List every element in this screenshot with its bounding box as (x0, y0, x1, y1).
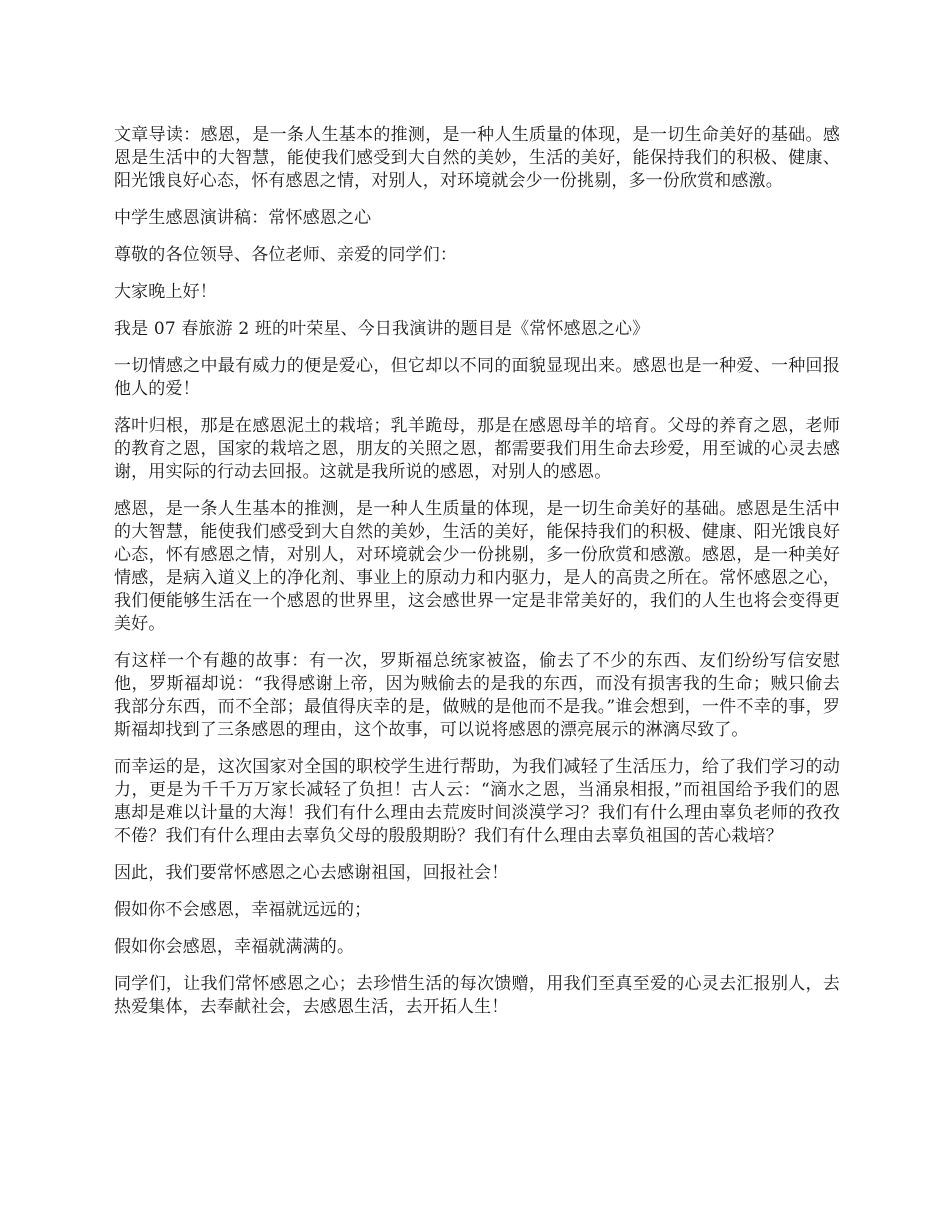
body-paragraph: 感恩，是一条人生基本的推测，是一种人生质量的体现，是一切生命美好的基础。感恩是生活中的大智慧，能使我们感受到大自然的美妙，生活的美好，能保持我们的积极、健康、阳光饿良好心态，怀有感恩之情，对别人，对环境就会少一份挑剔，多一份欣赏和感激。感恩，是一种美好情感，是病入道义上的净化剂、事业上的原动力和内驱力，是人的高贵之所在。常怀感恩之心，我们便能够生活在一个感恩的世界里，这会感世界一定是非常美好的，我们的人生也将会变得更美好。 (114, 499, 840, 634)
body-paragraph: 假如你会感恩，幸福就满满的。 (114, 937, 355, 957)
body-paragraph: 假如你不会感恩，幸福就远远的； (114, 900, 372, 920)
speech-title: 中学生感恩演讲稿：常怀感恩之心 (114, 208, 372, 228)
speaker-intro: 我是 07 春旅游 2 班的叶荣星、今日我演讲的题目是《常怀感恩之心》 (114, 319, 650, 339)
closing-paragraph: 同学们，让我们常怀感恩之心；去珍惜生活的每次馈赠，用我们至真至爱的心灵去汇报别人，去热爱集体，去奉献社会，去感恩生活，去开拓人生！ (114, 974, 840, 1017)
body-paragraph: 有这样一个有趣的故事：有一次，罗斯福总统家被盗，偷去了不少的东西、友们纷纷写信安慰他，罗斯福却说：“我得感谢上帝，因为贼偷去的是我的东西，而没有损害我的生命；贼只偷去我部分东西，而不全部；最值得庆幸的是，做贼的是他而不是我。”谁会想到，一件不幸的事，罗斯福却找到了三条感恩的理由，这个故事，可以说将感恩的漂亮展示的淋漓尽致了。 (114, 651, 840, 740)
salutation: 尊敬的各位领导、各位老师、亲爱的同学们： (114, 245, 457, 265)
body-paragraph: 落叶归根，那是在感恩泥土的栽培；乳羊跪母，那是在感恩母羊的培育。父母的养育之恩，老师的教育之恩，国家的栽培之恩，朋友的关照之恩，都需要我们用生命去珍爱，用至诚的心灵去感谢，用实际的行动去回报。这就是我所说的感恩，对别人的感恩。 (114, 416, 840, 482)
body-paragraph: 一切情感之中最有威力的便是爱心，但它却以不同的面貌显现出来。感恩也是一种爱、一种回报他人的爱！ (114, 356, 840, 399)
document-body (114, 124, 840, 1033)
body-paragraph: 因此，我们要常怀感恩之心去感谢祖国，回报社会！ (114, 863, 509, 883)
body-paragraph: 而幸运的是，这次国家对全国的职校学生进行帮助，为我们减轻了生活压力，给了我们学习的动力，更是为千千万万家长减轻了负担！古人云：“滴水之恩，当涌泉相报，”而祖国给予我们的恩惠却是难以计量的大海！我们有什么理由去荒废时间淡漠学习？我们有什么理由辜负老师的孜孜不倦？我们有什么理由去辜负父母的殷殷期盼？我们有什么理由去辜负祖国的苦心栽培？ (114, 757, 840, 846)
greeting: 大家晚上好！ (114, 282, 217, 302)
article-intro: 文章导读：感恩，是一条人生基本的推测，是一种人生质量的体现，是一切生命美好的基础。感恩是生活中的大智慧，能使我们感受到大自然的美妙，生活的美好，能保持我们的积极、健康、阳光饿良好心态，怀有感恩之情，对别人，对环境就会少一份挑剔，多一份欣赏和感激。 (114, 125, 840, 191)
